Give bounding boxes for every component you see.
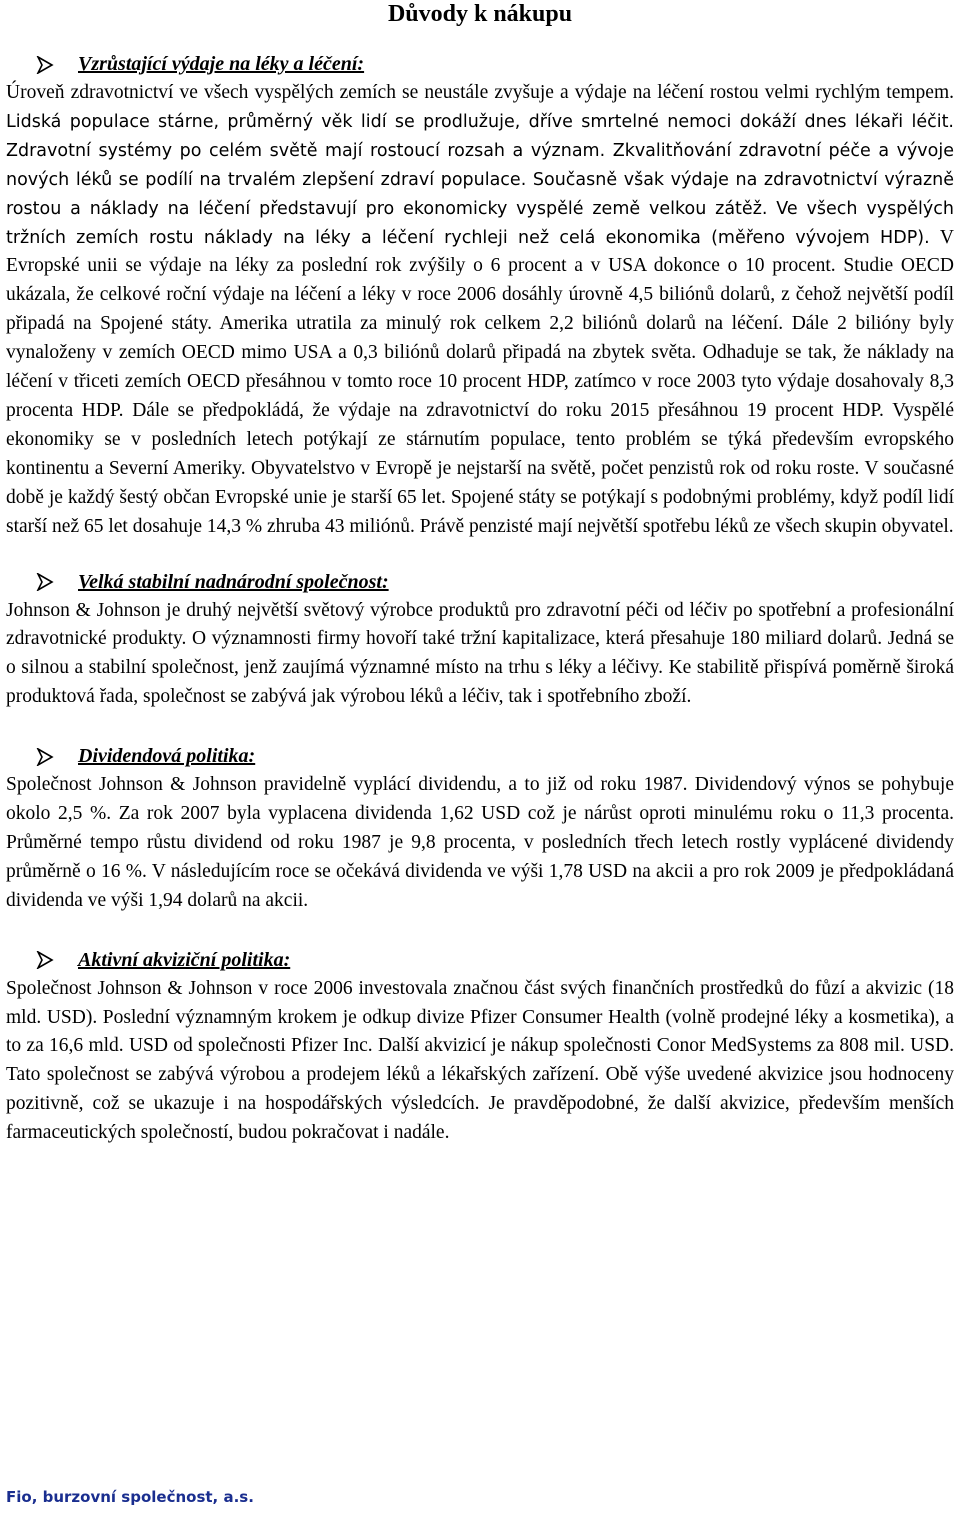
arrowhead-bullet-icon bbox=[36, 951, 54, 969]
arrowhead-bullet-icon bbox=[36, 56, 54, 74]
paragraph-text: Lidská populace stárne, průměrný věk lidí se prodlužuje, dříve smrtelné nemoci dokáží dnes lékaři léčit. Zdravotní systémy po celém světě mají rostoucí rozsah a význam. Zkvalitňování zdravotní péče a vývoje nových léků se podílí na trvalém zlepšení zdraví populace. Současně však výdaje na zdravotnictví výrazně rostou a náklady na léčení představují pro ekonomicky vyspělé země velkou zátěž. Ve všech vyspělých tržních zemích rostu náklady na léky a léčení rychleji než celá ekonomika (měřeno vývojem HDP). bbox=[6, 111, 954, 248]
section-stable-company bbox=[6, 568, 954, 713]
section-rising-costs bbox=[6, 50, 954, 542]
section-heading-label: Vzrůstající výdaje na léky a léčení: bbox=[78, 53, 365, 75]
paragraph-text: Společnost Johnson & Johnson v roce 2006 investovala značnou část svých finančních prostředků do fůzí a akvizic (18 mld. USD). Poslední významným krokem je odkup divize Pfizer Consumer Health (volně prodejné léky a kosmetika), a to za 16,6 mld. USD od společnosti Pfizer Inc. Další akvizicí je nákup společnosti Conor MedSystems za 808 mil. USD. Tato společnost se zabývá výrobou a prodejem léků a lékařských zařízení. Obě výše uvedené akvizice jsou hodnoceny pozitivně, což se ukazuje i na hospodářských výsledcích. Je pravděpodobné, že další akvizice, především menších farmaceutických společností, budou pokračovat i nadále. bbox=[6, 977, 954, 1144]
section-heading-label: Dividendová politika: bbox=[78, 745, 256, 768]
section-paragraph bbox=[6, 79, 954, 542]
section-heading-label: Aktivní akviziční politika: bbox=[78, 948, 291, 971]
paragraph-text: Úroveň zdravotnictví ve všech vyspělých zemích se neustále zvyšuje a výdaje na léčení rostou velmi rychlým tempem. bbox=[6, 82, 954, 103]
section-acquisition-policy bbox=[6, 946, 954, 1148]
section-paragraph bbox=[6, 771, 954, 916]
paragraph-text: Johnson & Johnson je druhý největší světový výrobce produktů pro zdravotní péči od léčiv po spotřební a profesionální zdravotnické produkty. O významnosti firmy hovoří také tržní kapitalizace, která přesahuje 180 miliard dolarů. Jedná se o silnou a stabilní společnost, jenž zaujímá významné místo na trhu s léky a léčivy. Ke stabilitě přispívá poměrně široká produktová řada, společnost se zabývá jak výrobou léků a léčiv, tak i spotřebního zboží. bbox=[6, 599, 954, 708]
document-page bbox=[6, 0, 954, 1148]
section-paragraph bbox=[6, 597, 954, 713]
paragraph-text: V Evropské unii se výdaje na léky za poslední rok zvýšily o 6 procent a v USA dokonce o 10 procent. Studie OECD ukázala, že celkové roční výdaje na léčení a léky v roce 2006 dosáhly úrovně 4,5 biliónů dolarů, z čehož největší podíl připadá na Spojené státy. Amerika utratila za minulý rok celkem 2,2 biliónů dolarů na léčení. Dále 2 bilióny byly vynaloženy v zemích OECD mimo USA a 0,3 biliónů dolarů připadá na zbytek světa. Odhaduje se tak, že náklady na léčení v třiceti zemích OECD přesáhnou v tomto roce 10 procent HDP, zatímco v roce 2003 tyto výdaje dosahovaly 8,3 procenta HDP. Dále se předpokládá, že výdaje na zdravotnictví do roku 2015 přesáhnou 19 procent HDP. Vyspělé ekonomiky se v posledních letech potýkají ze stárnutím populace, tento problém se týká především evropského kontinentu a Severní Ameriky. Obyvatelstvo v Evropě je nejstarší na světě, počet penzistů rok od roku roste. V současné době je každý šestý občan Evropské unie je starší 65 let. Spojené státy se potýkají s podobnými problémy, když podíl lidí starší než 65 let dosahuje 14,3 % zhruba 43 miliónů. Právě penzisté mají největší spotřebu léků ze všech skupin obyvatel. bbox=[6, 226, 954, 537]
page-title: Důvody k nákupu bbox=[387, 1, 573, 27]
arrowhead-bullet-icon bbox=[36, 573, 54, 591]
section-heading bbox=[36, 568, 954, 597]
arrowhead-bullet-icon bbox=[36, 748, 54, 766]
section-heading bbox=[36, 50, 954, 79]
section-heading bbox=[36, 742, 954, 771]
page-footer: Fio, burzovní společnost, a.s. bbox=[6, 1488, 254, 1506]
section-dividend-policy bbox=[6, 742, 954, 916]
section-heading bbox=[36, 946, 954, 975]
section-heading-label: Velká stabilní nadnárodní společnost: bbox=[78, 570, 389, 593]
paragraph-text: Společnost Johnson & Johnson pravidelně vyplácí dividendu, a to již od roku 1987. Dividendový výnos se pohybuje okolo 2,5 %. Za rok 2007 byla vyplacena dividenda 1,62 USD což je nárůst oproti minulému roku o 11,3 procenta. Průměrné tempo růstu dividend od roku 1987 je 9,8 procenta, v posledních třech letech rostly vyplácené dividendy průměrně o 16 %. V následujícím roce se očekává dividenda ve výši 1,78 USD na akcii a pro rok 2009 je předpokládaná dividenda ve výši 1,94 dolarů na akcii. bbox=[6, 774, 954, 911]
section-paragraph bbox=[6, 975, 954, 1148]
